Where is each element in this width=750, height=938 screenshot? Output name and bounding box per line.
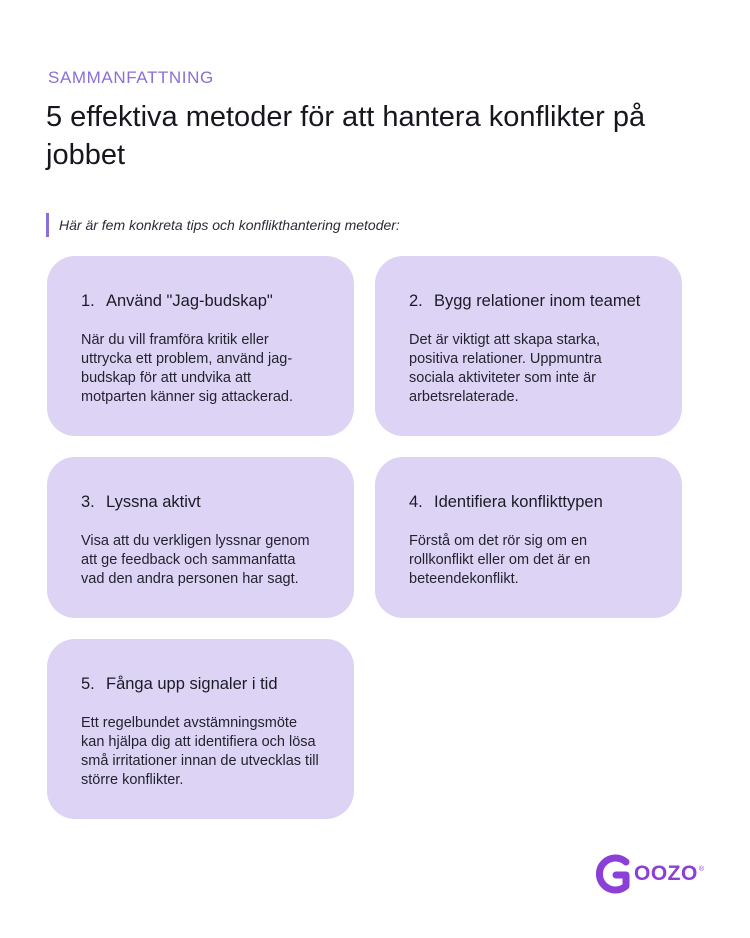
tip-number: 1. — [81, 292, 95, 310]
tip-heading — [81, 290, 320, 312]
tip-body: När du vill framföra kritik eller uttrycka ett problem, använd jag-budskap för att undvika att motparten känner sig attackerad. — [81, 332, 293, 405]
intro-text: Här är fem konkreta tips och konflikthantering metoder: — [46, 213, 400, 237]
goozo-logo — [596, 854, 704, 894]
tip-card-3 — [47, 457, 354, 618]
tip-heading — [409, 491, 648, 513]
tip-title: Bygg relationer inom teamet — [434, 292, 641, 310]
tip-card-5 — [47, 639, 354, 819]
page-title: 5 effektiva metoder för att hantera konflikter på jobbet — [46, 101, 646, 171]
tip-title: Identifiera konflikttypen — [434, 493, 603, 511]
tip-body: Ett regelbundet avstämningsmöte kan hjälpa dig att identifiera och lösa små irritationer innan de utvecklas till större konflikter. — [81, 715, 319, 788]
tip-title: Fånga upp signaler i tid — [106, 675, 278, 693]
tip-heading — [409, 290, 648, 312]
tip-title: Använd "Jag-budskap" — [106, 292, 273, 310]
registered-mark: ® — [698, 866, 705, 873]
tip-card-4 — [375, 457, 682, 618]
tip-body: Det är viktigt att skapa starka, positiva relationer. Uppmuntra sociala aktiviteter som inte är arbetsrelaterade. — [409, 332, 602, 405]
tip-number: 3. — [81, 493, 95, 511]
tip-body: Förstå om det rör sig om en rollkonflikt eller om det är en beteendekonflikt. — [409, 533, 591, 587]
tip-heading — [81, 491, 320, 513]
g-mark-icon — [596, 854, 632, 894]
tip-title: Lyssna aktivt — [106, 493, 201, 511]
tip-card-1 — [47, 256, 354, 436]
eyebrow-label: SAMMANFATTNING — [48, 68, 214, 87]
tip-body: Visa att du verkligen lyssnar genom att ge feedback och sammanfatta vad den andra personen har sagt. — [81, 533, 310, 587]
tip-card-2 — [375, 256, 682, 436]
logo-wordmark: OOZO — [634, 862, 698, 885]
tip-number: 4. — [409, 493, 423, 511]
tip-number: 2. — [409, 292, 423, 310]
tip-number: 5. — [81, 675, 95, 693]
tip-heading — [81, 673, 320, 695]
